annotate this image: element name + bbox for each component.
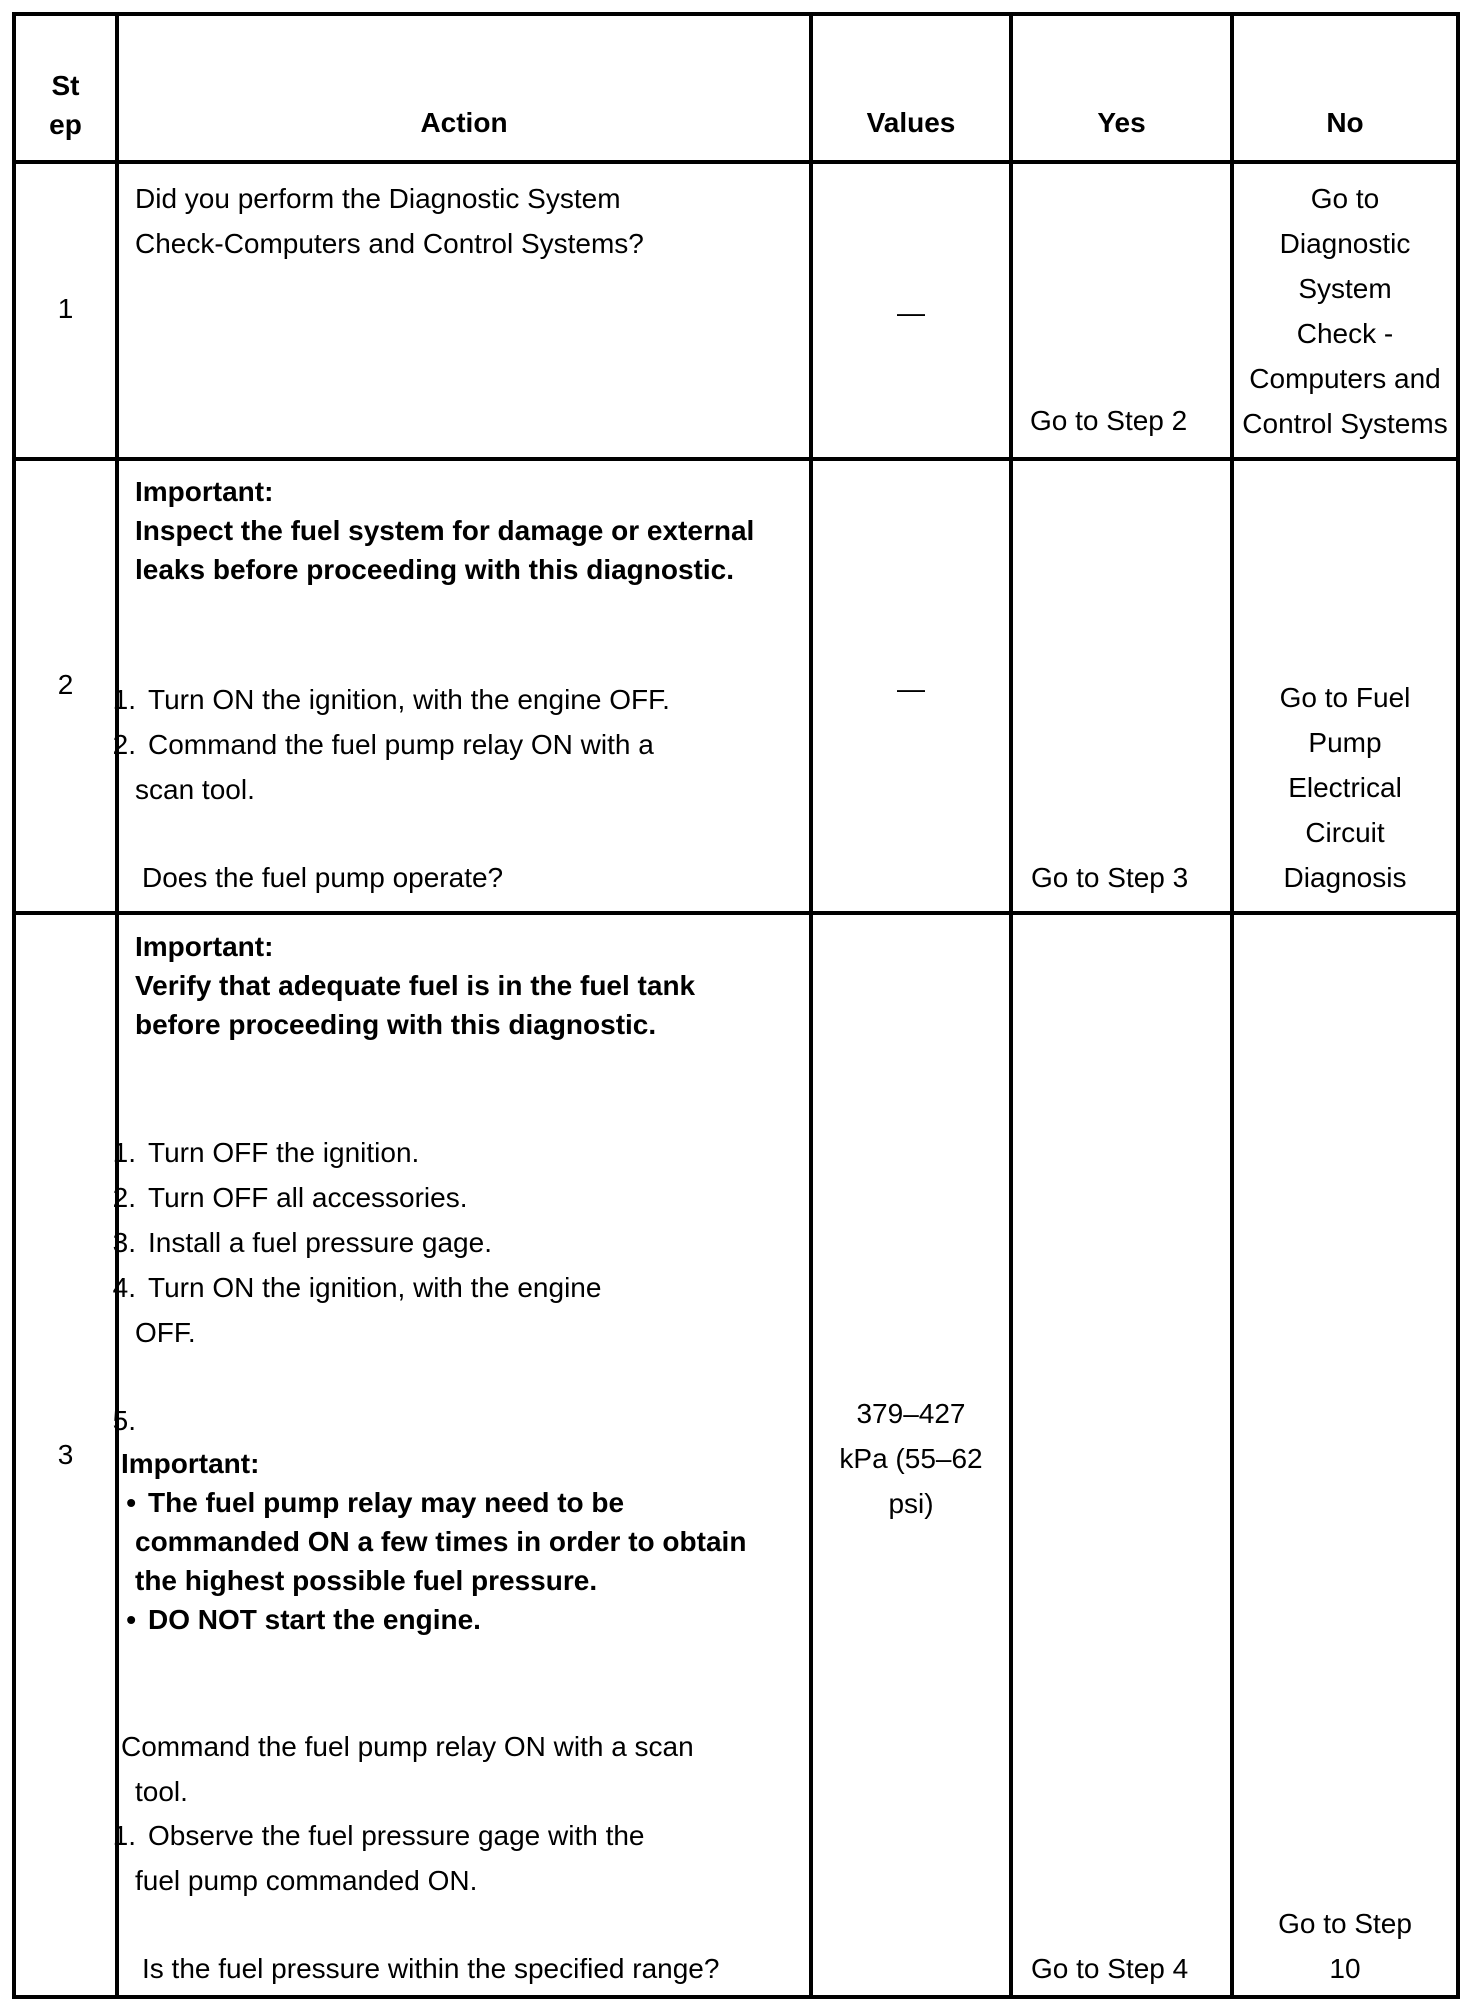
- list-text: Observe the fuel pressure gage with the: [148, 1820, 645, 1851]
- list-item: [88, 722, 670, 767]
- step-number: 2: [57, 669, 74, 700]
- important-note: [135, 927, 695, 1044]
- bullet-text: The fuel pump relay may need to be: [148, 1487, 625, 1518]
- value-text: [813, 1391, 1009, 1526]
- important-line: Verify that adequate fuel is in the fuel tank: [135, 970, 696, 1001]
- header-step-line1: St: [51, 70, 80, 101]
- no-line: Go to Fuel: [1279, 682, 1411, 713]
- important-label: Important:: [135, 476, 274, 507]
- no-line: Go to Step: [1278, 1908, 1412, 1939]
- bullet-list: [88, 1483, 746, 1639]
- important-line: Inspect the fuel system for damage or external: [135, 515, 755, 546]
- list-text: Turn ON the ignition, with the engine OFF.: [148, 684, 670, 715]
- important-line: before proceeding with this diagnostic.: [135, 1009, 657, 1040]
- step-list: [88, 1130, 601, 1355]
- list-item-continuation: scan tool.: [135, 774, 255, 805]
- value-line: psi): [888, 1488, 934, 1519]
- value-line: kPa (55–62: [839, 1443, 983, 1474]
- action-line: Did you perform the Diagnostic System: [135, 183, 621, 214]
- no-line: Control Systems: [1242, 408, 1448, 439]
- list-item: [88, 1130, 601, 1175]
- command-line: tool.: [135, 1776, 188, 1807]
- header-yes: Yes: [1097, 107, 1146, 138]
- list-item-continuation: OFF.: [135, 1317, 196, 1348]
- list-number: 2.: [112, 1182, 136, 1213]
- question-text: Is the fuel pressure within the specified range?: [142, 1953, 720, 1984]
- value-text: —: [897, 297, 925, 328]
- list-number: 1.: [112, 684, 136, 715]
- list-number: 5.: [112, 1405, 136, 1436]
- observe-list: [88, 1813, 645, 1903]
- list-number: 4.: [112, 1272, 136, 1303]
- no-line: Go to: [1310, 183, 1380, 214]
- header-step-line2: ep: [49, 109, 82, 140]
- bullet-continuation: the highest possible fuel pressure.: [135, 1565, 598, 1596]
- list-text: Turn OFF the ignition.: [148, 1137, 420, 1168]
- step-number: 1: [57, 293, 74, 324]
- step-number: 3: [57, 1439, 74, 1470]
- command-line: Command the fuel pump relay ON with a scan: [121, 1731, 694, 1762]
- action-text: [135, 176, 644, 266]
- command-text: [121, 1724, 694, 1814]
- yes-text: Go to Step 3: [1031, 862, 1189, 893]
- list-item: [88, 1175, 601, 1220]
- important-label-2: Important:: [121, 1448, 260, 1479]
- header-values: Values: [866, 107, 956, 138]
- list-text: Turn OFF all accessories.: [148, 1182, 468, 1213]
- no-line: Circuit: [1305, 817, 1385, 848]
- list-number: 1.: [112, 1137, 136, 1168]
- list-text: Turn ON the ignition, with the engine: [148, 1272, 602, 1303]
- no-line: Diagnosis: [1283, 862, 1407, 893]
- no-line: Pump: [1308, 727, 1382, 758]
- no-line: Diagnostic: [1279, 228, 1411, 259]
- step-list: [88, 677, 670, 812]
- col-border-values-yes: [1009, 12, 1013, 1999]
- no-line: Check -: [1296, 318, 1394, 349]
- bullet-item: [88, 1483, 746, 1522]
- table-top-border: [12, 12, 1460, 16]
- bullet-item: [88, 1600, 746, 1639]
- value-line: 379–427: [856, 1398, 966, 1429]
- list-text: Install a fuel pressure gage.: [148, 1227, 492, 1258]
- important-line: leaks before proceeding with this diagnostic.: [135, 554, 735, 585]
- bullet-mark: •: [126, 1604, 136, 1635]
- no-line: 10: [1329, 1953, 1361, 1984]
- no-line: Computers and: [1249, 363, 1441, 394]
- list-text: Command the fuel pump relay ON with a: [148, 729, 654, 760]
- list-item-continuation: fuel pump commanded ON.: [135, 1865, 478, 1896]
- table-bottom-border: [12, 1995, 1460, 1999]
- list-item: [88, 1813, 645, 1858]
- no-line: Electrical: [1288, 772, 1402, 803]
- important-label: Important:: [135, 931, 274, 962]
- list-number: 3.: [112, 1227, 136, 1258]
- row2-bottom-border: [12, 911, 1460, 915]
- list-item: [88, 677, 670, 722]
- list-number: 2.: [112, 729, 136, 760]
- bullet-text: DO NOT start the engine.: [148, 1604, 481, 1635]
- list-item: [88, 1220, 601, 1265]
- question-text: Does the fuel pump operate?: [142, 862, 504, 893]
- no-text: [1234, 176, 1456, 446]
- col-border-step-action: [115, 12, 119, 1999]
- no-text: [1234, 1901, 1456, 1991]
- row1-bottom-border: [12, 457, 1460, 461]
- yes-text: Go to Step 4: [1031, 1953, 1189, 1984]
- header-step: [16, 66, 115, 144]
- header-bottom-border: [12, 160, 1460, 164]
- header-no: No: [1326, 107, 1364, 138]
- no-text: [1234, 675, 1456, 900]
- list-number: 1.: [112, 1820, 136, 1851]
- bullet-mark: •: [126, 1487, 136, 1518]
- no-line: System: [1298, 273, 1392, 304]
- action-line: Check-Computers and Control Systems?: [135, 228, 644, 259]
- important-note: [135, 472, 754, 589]
- yes-text: Go to Step 2: [1030, 405, 1188, 436]
- bullet-continuation: commanded ON a few times in order to obtain: [135, 1526, 747, 1557]
- col-border-right: [1456, 12, 1460, 1999]
- header-action: Action: [420, 107, 508, 138]
- list-item: [88, 1265, 601, 1310]
- value-text: —: [897, 673, 925, 704]
- list-item-5: [88, 1398, 148, 1443]
